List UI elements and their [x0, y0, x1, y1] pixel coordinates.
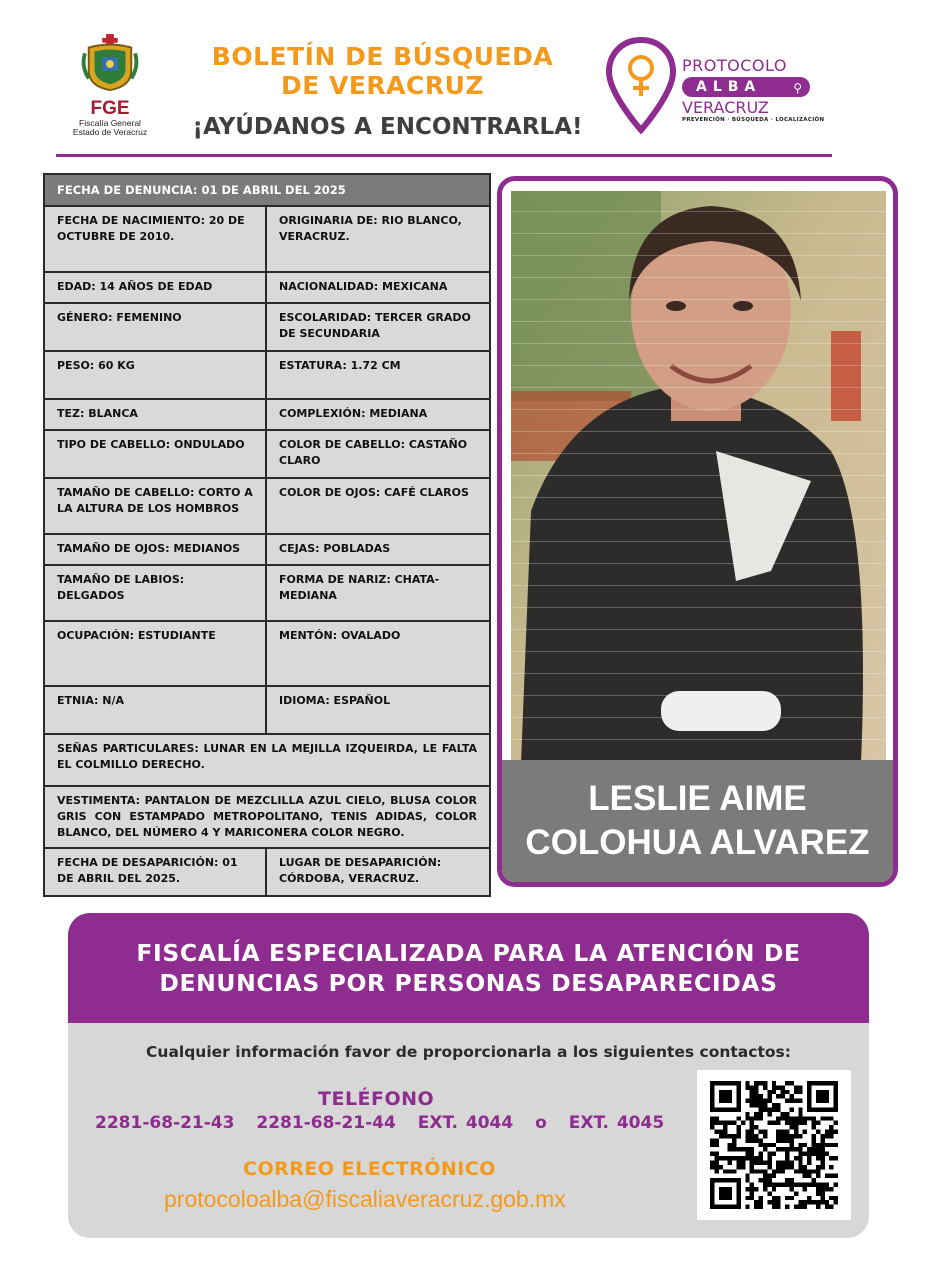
- age: EDAD: 14 AÑOS DE EDAD: [44, 272, 266, 303]
- complaint-date: FECHA DE DENUNCIA: 01 DE ABRIL DEL 2025: [44, 174, 490, 206]
- height: ESTATURA: 1.72 CM: [266, 351, 490, 399]
- schooling: ESCOLARIDAD: TERCER GRADO DE SECUNDARIA: [266, 303, 490, 351]
- language: IDIOMA: ESPAÑOL: [266, 686, 490, 734]
- nationality: NACIONALIDAD: MEXICANA: [266, 272, 490, 303]
- extension-1: EXT. 4044: [417, 1113, 514, 1133]
- bulletin-title: [190, 42, 575, 100]
- name-line2: COLOHUA ALVAREZ: [525, 823, 870, 862]
- qr-code-icon: [707, 1081, 841, 1209]
- qr-code[interactable]: [697, 1070, 851, 1220]
- fge-abbreviation: FGE: [90, 98, 130, 119]
- alba-protocolo-text: PROTOCOLO: [682, 56, 787, 75]
- alba-text: ALBA: [696, 79, 762, 95]
- magnifier-icon: ⚲: [793, 81, 802, 95]
- distinguishing-marks: SEÑAS PARTICULARES: LUNAR EN LA MEJILLA IZQUEIRDA, LE FALTA EL COLMILLO DERECHO.: [44, 734, 490, 786]
- alba-pill: [682, 77, 810, 97]
- disappearance-place: LUGAR DE DESAPARICIÓN: CÓRDOBA, VERACRUZ.: [266, 848, 490, 896]
- occupation: OCUPACIÓN: ESTUDIANTE: [44, 621, 266, 686]
- hair-type: TIPO DE CABELLO: ONDULADO: [44, 430, 266, 478]
- missing-person-photo: [511, 191, 886, 763]
- birth-date: FECHA DE NACIMIENTO: 20 DE OCTUBRE DE 2010.: [44, 206, 266, 272]
- extension-2: EXT. 4045: [568, 1113, 665, 1133]
- phone-number-1[interactable]: 2281-68-21-43: [95, 1113, 235, 1133]
- phone-numbers: [95, 1113, 678, 1133]
- skin-tone: TEZ: BLANCA: [44, 399, 266, 430]
- name-line1: LESLIE AIME: [588, 779, 807, 818]
- fge-logo: [62, 34, 158, 146]
- missing-person-photo-card: [497, 176, 898, 887]
- hair-length: TAMAÑO DE CABELLO: CORTO A LA ALTURA DE LOS HOMBROS: [44, 478, 266, 534]
- fge-name-line1: Fiscalía General: [79, 118, 141, 128]
- email-address-link[interactable]: protocoloalba@fiscaliaveracruz.gob.mx: [164, 1186, 566, 1212]
- fge-name-line2: Estado de Veracruz: [72, 127, 148, 137]
- person-details-table: [43, 173, 491, 897]
- alba-tagline: PREVENCIÓN · BÚSQUEDA · LOCALIZACIÓN: [682, 117, 825, 123]
- eye-size: TAMAÑO DE OJOS: MEDIANOS: [44, 534, 266, 565]
- hair-color: COLOR DE CABELLO: CASTAÑO CLARO: [266, 430, 490, 478]
- build: COMPLEXIÓN: MEDIANA: [266, 399, 490, 430]
- alba-veracruz-text: VERACRUZ: [682, 98, 769, 117]
- protocolo-alba-logo: [600, 36, 825, 136]
- lip-size: TAMAÑO DE LABIOS: DELGADOS: [44, 565, 266, 621]
- header-divider: [56, 154, 832, 157]
- missing-person-name: [502, 760, 893, 882]
- phone-label: TELÉFONO: [318, 1088, 435, 1110]
- gender: GÉNERO: FEMENINO: [44, 303, 266, 351]
- bulletin-title-line2: DE VERACRUZ: [280, 71, 485, 100]
- eyebrows: CEJAS: POBLADAS: [266, 534, 490, 565]
- banner-line2: DENUNCIAS POR PERSONAS DESAPARECIDAS: [159, 969, 778, 997]
- nose-shape: FORMA DE NARIZ: CHATA-MEDIANA: [266, 565, 490, 621]
- veracruz-coat-of-arms-icon: [81, 34, 139, 92]
- extension-conjunction: o: [535, 1113, 547, 1133]
- phone-number-2[interactable]: 2281-68-21-44: [256, 1113, 396, 1133]
- prosecutor-office-banner: [68, 913, 869, 1023]
- contact-intro: Cualquier información favor de proporcionarla a los siguientes contactos:: [146, 1043, 791, 1061]
- contact-card: [68, 913, 869, 1238]
- bulletin-title-line1: BOLETÍN DE BÚSQUEDA: [211, 42, 554, 71]
- ethnicity: ETNIA: N/A: [44, 686, 266, 734]
- banner-line1: FISCALÍA ESPECIALIZADA PARA LA ATENCIÓN DE: [136, 939, 801, 967]
- weight: PESO: 60 KG: [44, 351, 266, 399]
- email-label: CORREO ELECTRÓNICO: [243, 1158, 496, 1180]
- origin: ORIGINARIA DE: RIO BLANCO, VERACRUZ.: [266, 206, 490, 272]
- help-find-her-heading: ¡AYÚDANOS A ENCONTRARLA!: [192, 114, 583, 140]
- disappearance-date: FECHA DE DESAPARICIÓN: 01 DE ABRIL DEL 2025.: [44, 848, 266, 896]
- location-pin-female-icon: [604, 36, 678, 134]
- clothing-description: VESTIMENTA: PANTALON DE MEZCLILLA AZUL CIELO, BLUSA COLOR GRIS CON ESTAMPADO METROPOLITANO, TENIS ADIDAS, COLOR BLANCO, DEL NÚMERO 4 Y MARICONERA COLOR NEGRO.: [44, 786, 490, 848]
- eye-color: COLOR DE OJOS: CAFÉ CLAROS: [266, 478, 490, 534]
- portrait-illustration: [511, 191, 886, 763]
- protocolo-alba-wordmark: [682, 56, 825, 123]
- chin: MENTÓN: OVALADO: [266, 621, 490, 686]
